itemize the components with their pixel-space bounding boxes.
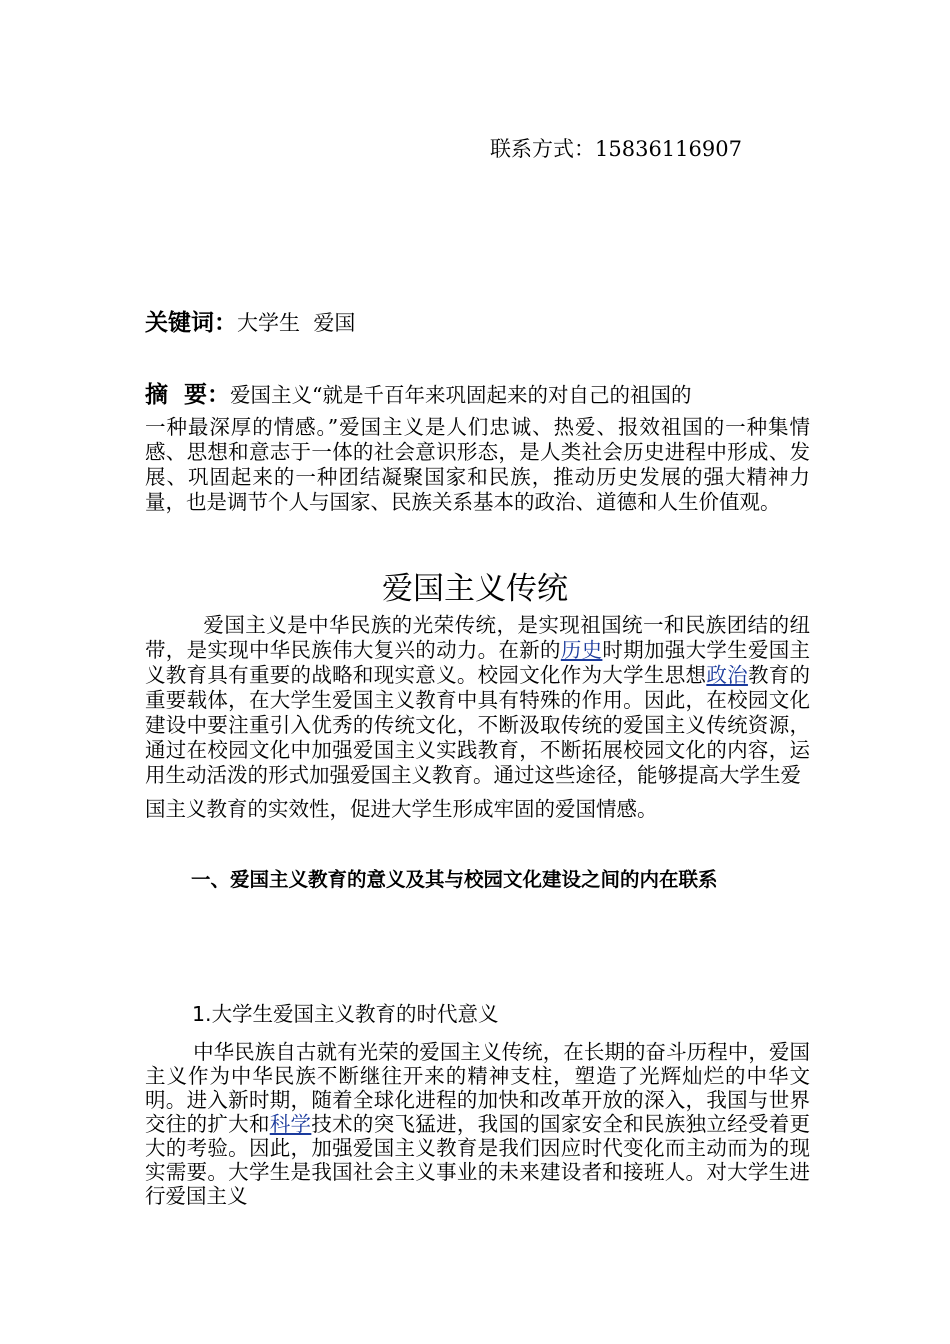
contact-label: 联系方式： [490, 137, 595, 161]
link-politics[interactable]: 政治 [706, 663, 748, 687]
abstract-block [145, 378, 810, 515]
section-heading-text: 一、爱国主义教育的意义及其与校园文化建设之间的内在联系 [191, 868, 718, 891]
abstract-body: 一种最深厚的情感。”爱国主义是人们忠诚、热爱、报效祖国的一种集情感、思想和意志于一体的社会意识形态，是人类社会历史进程中形成、发展、巩固起来的一种团结凝聚国家和民族，推动历史发展的强大精神力量，也是调节个人与国家、民族关系基本的政治、道德和人生价值观。 [145, 415, 810, 514]
subsection-number: 1. [192, 1002, 212, 1026]
intro-text-last: 国主义教育的实效性，促进大学生形成牢固的爱国情感。 [145, 797, 658, 821]
link-history[interactable]: 历史 [560, 638, 603, 662]
intro-text-1: 爱国主义是中华民族的光荣传统，是实现祖国统一和民族团结的纽带，是实现中华民族伟大复兴的动力。在新的 [145, 613, 810, 662]
subsection-title: 大学生爱国主义教育的时代意义 [211, 1002, 499, 1026]
subsection-heading-1 [192, 998, 499, 1030]
contact-phone: 15836116907 [595, 137, 742, 161]
abstract-label: 摘 要： [145, 382, 231, 408]
keywords-line [145, 307, 355, 339]
section-title: 爱国主义传统 [382, 571, 568, 607]
para2-text-1: 中华民族自古就有光荣的爱国主义传统，在长期的奋斗历程中，爱国主义作为中华民族不断继往开来的精神支柱，塑造了光辉灿烂的中华文明。进入新时期，随着全球化进程的加快和改革开放的深入，我国与世界交往的扩大和 [145, 1040, 810, 1136]
intro-text-2: 时期加强大学生爱国主义教育具有重要的战略和现实意义。校园文化作为大学生思想 [145, 638, 811, 687]
contact-line [490, 133, 742, 165]
link-science[interactable]: 科学 [269, 1112, 312, 1136]
abstract-first-line [145, 378, 810, 412]
abstract-first-text: 爱国主义“就是千百年来巩固起来的对自己的祖国的 [230, 383, 692, 407]
keywords-value: 大学生 爱国 [237, 311, 356, 335]
keywords-label: 关键词： [145, 310, 237, 336]
para2-text-2: 技术的突飞猛进，我国的国家安全和民族独立经受着更大的考验。因此，加强爱国主义教育是我们因应时代变化而主动而为的现实需要。大学生是我国社会主义事业的未来建设者和接班人。对大学生进行爱国主义 [145, 1112, 811, 1208]
section-heading-1 [145, 860, 810, 900]
intro-text-3: 教育的重要载体，在大学生爱国主义教育中具有特殊的作用。因此，在校园文化建设中要注重引入优秀的传统文化，不断汲取传统的爱国主义传统资源，通过在校园文化中加强爱国主义实践教育，不断拓展校园文化的内容，运用生动活泼的形式加强爱国主义教育。通过这些途径，能够提高大学生爱 [145, 663, 811, 787]
subsection-paragraph [145, 1040, 810, 1208]
intro-paragraph [145, 613, 810, 822]
